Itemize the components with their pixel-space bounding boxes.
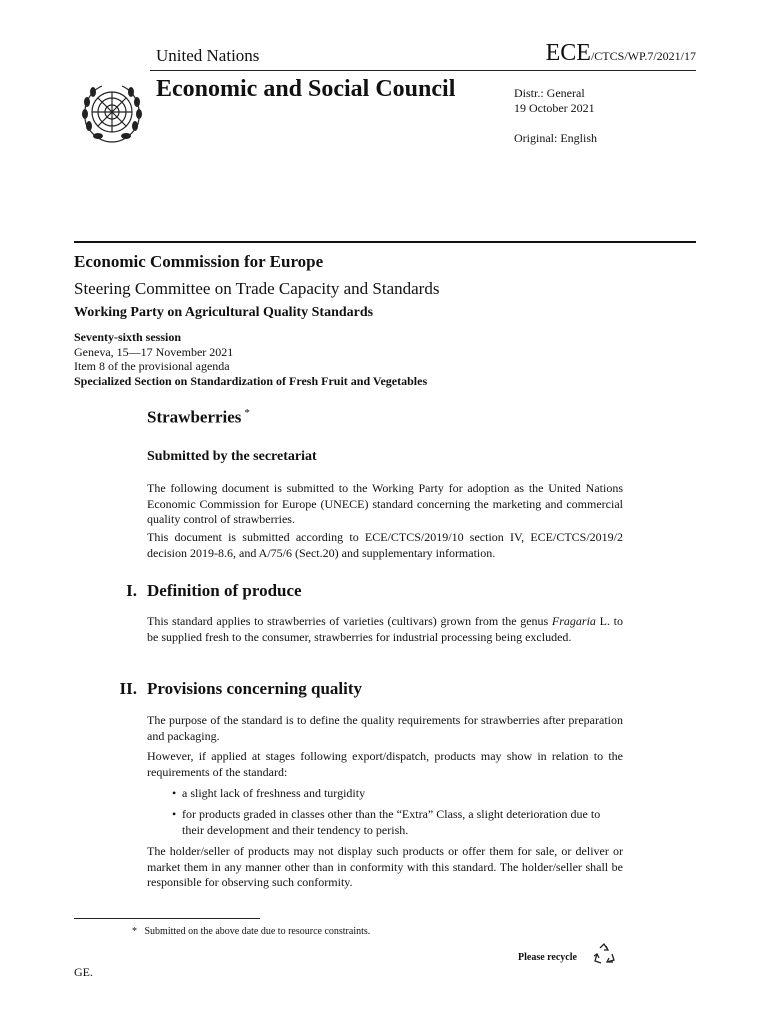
section-1-title: Definition of produce [147,581,302,600]
original-language: Original: English [514,131,597,145]
please-recycle: Please recycle [518,952,577,963]
working-party-name: Working Party on Agricultural Quality Standards [74,305,374,320]
footnote-rule [74,918,260,919]
submitted-by: Submitted by the secretariat [147,449,317,464]
session-name: Seventy-sixth session [74,330,182,344]
section-1-text-b: L. to be supplied fresh to the consumer, strawberries for industrial processing being excluded. [147,614,623,644]
section-2-paragraph-2: However, if applied at stages following export/dispatch, products may show in relation to the requirements of the standard: [147,749,623,779]
symbol-main: ECE [545,40,591,66]
bullet-icon: • [172,807,177,821]
section-1-number: I. [126,581,137,600]
council-name: Economic and Social Council [156,76,456,102]
bullet-icon: • [172,786,177,800]
footnote [132,926,370,937]
header-rule [150,70,696,71]
section-2-title: Provisions concerning quality [147,679,363,698]
symbol-rest: /CTCS/WP.7/2021/17 [590,49,696,63]
section-1-paragraph [147,614,623,645]
bullet-text: for products graded in classes other than the “Extra” Class, a slight deterioration due to their development and their tendency to perish. [182,807,601,837]
agenda-item: Item 8 of the provisional agenda [74,359,230,374]
footnote-text: Submitted on the above date due to resource constraints. [144,926,371,937]
issue-date: 19 October 2021 [514,101,595,115]
section-2-number: II. [119,679,137,698]
committee-name: Steering Committee on Trade Capacity and Standards [74,279,440,298]
document-symbol [546,40,696,67]
footnote-mark: * [132,926,137,937]
document-title [147,407,250,428]
session-block [74,330,427,388]
section-1-text-a: This standard applies to strawberries of varieties (cultivars) grown from the genus [147,614,552,628]
section-2-paragraph-3: The holder/seller of products may not display such products or offer them for sale, or deliver or market them in any manner other than in conformity with this standard. The holder/seller shall be responsible for observing such conformity. [147,844,623,889]
genus-name: Fragaria [551,614,596,628]
section-2-heading [119,679,363,699]
recycle-icon [592,942,616,966]
section-rule [74,241,696,243]
title-footnote-mark[interactable]: * [244,407,250,419]
intro-paragraph-2: This document is submitted according to ECE/CTCS/2019/10 section IV, ECE/CTCS/2019/2 decision 2019-8.6, and A/75/6 (Sect.20) and supplementary information. [147,530,623,560]
title-text: Strawberries [147,407,242,427]
bullet-text: a slight lack of freshness and turgidity [182,786,366,800]
un-emblem-icon [76,78,148,150]
section-1-heading [126,581,302,601]
distribution-block [514,86,597,146]
section-2-paragraph-1: The purpose of the standard is to define the quality requirements for strawberries after preparation and packaging. [147,713,623,743]
distribution: Distr.: General [514,86,585,100]
session-place-dates: Geneva, 15—17 November 2021 [74,344,234,359]
specialized-section: Specialized Section on Standardization of Fresh Fruit and Vegetables [74,373,428,388]
intro-paragraph-1: The following document is submitted to the Working Party for adoption as the United Nations Economic Commission for Europe (UNECE) standard concerning the marketing and commercial quality control of strawberries. [147,481,623,526]
commission-name: Economic Commission for Europe [74,252,324,271]
list-item [172,786,624,802]
job-number: GE. [74,965,93,979]
list-item [172,807,624,838]
org-name: United Nations [156,46,260,65]
